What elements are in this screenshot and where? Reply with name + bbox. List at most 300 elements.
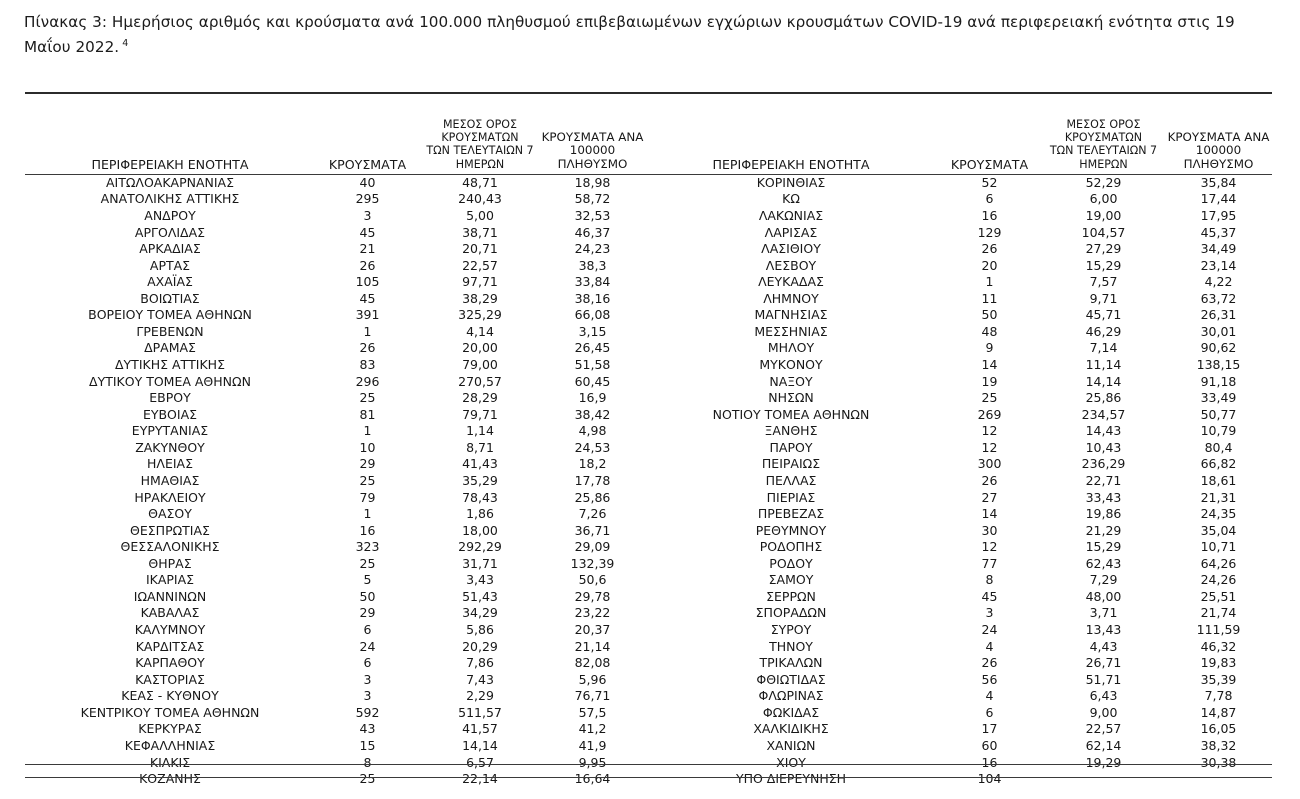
cell-cases: 3 (363, 688, 372, 704)
cell-cases: 3 (363, 671, 372, 687)
cell-per100k: 24,53 (574, 439, 611, 455)
header-row (25, 118, 645, 174)
cell-avg7: 41,57 (462, 721, 498, 737)
cell-regional-unit: ΚΕΝΤΡΙΚΟΥ ΤΟΜΕΑ ΑΘΗΝΩΝ (80, 704, 260, 720)
table-row (25, 721, 645, 738)
cell-per100k: 35,84 (1200, 174, 1237, 190)
cell-avg7: 20,71 (462, 241, 498, 257)
table-row (645, 655, 1272, 672)
cell-avg7: 4,14 (466, 323, 494, 339)
cell-regional-unit: ΚΕΡΚΥΡΑΣ (138, 721, 202, 737)
cell-regional-unit: ΚΟΡΙΝΘΙΑΣ (756, 174, 826, 190)
cell-cases: 79 (359, 489, 376, 505)
cell-regional-unit: ΤΡΙΚΑΛΩΝ (759, 655, 823, 671)
column-header-per100k-line1: ΚΡΟΥΣΜΑΤΑ ΑΝΑ 100000 (1167, 130, 1270, 158)
table-row (645, 191, 1272, 208)
cell-avg7: 9,00 (1089, 704, 1118, 720)
cell-regional-unit: ΗΡΑΚΛΕΙΟΥ (134, 489, 206, 505)
cell-per100k: 50,77 (1200, 406, 1237, 422)
column-header-avg7-line1: ΜΕΣΟΣ ΟΡΟΣ ΚΡΟΥΣΜΑΤΩΝ (441, 118, 519, 145)
cell-cases: 391 (355, 307, 380, 323)
table-row (25, 208, 645, 225)
cell-avg7: 15,29 (1085, 257, 1122, 273)
column-header-cases: ΚΡΟΥΣΜΑΤΑ (937, 118, 1042, 174)
cell-avg7: 7,14 (1089, 340, 1118, 356)
table-row (25, 490, 645, 507)
cell-per100k: 26,31 (1200, 307, 1237, 323)
cell-avg7: 19,00 (1085, 207, 1122, 223)
table-bottom-rule-1 (25, 764, 1272, 765)
cell-cases: 43 (359, 721, 376, 737)
column-header-avg7-line2: ΤΩΝ ΤΕΛΕΥΤΑΙΩΝ 7 ΗΜΕΡΩΝ (1049, 144, 1158, 171)
cell-cases: 129 (977, 224, 1002, 240)
cell-cases: 50 (981, 307, 998, 323)
cell-per100k: 82,08 (574, 655, 611, 671)
cell-regional-unit: ΣΑΜΟΥ (768, 572, 814, 588)
table-row (645, 390, 1272, 407)
cell-cases: 29 (359, 456, 376, 472)
cell-per100k: 18,2 (578, 456, 607, 472)
cell-avg7: 14,14 (1085, 373, 1122, 389)
cell-cases: 1 (985, 274, 994, 290)
cell-regional-unit: ΛΑΣΙΘΙΟΥ (761, 241, 821, 257)
cell-avg7: 6,43 (1089, 688, 1118, 704)
cell-per100k: 32,53 (574, 207, 611, 223)
cell-avg7: 7,43 (466, 671, 494, 687)
cell-cases: 269 (977, 406, 1002, 422)
cell-per100k (1165, 771, 1272, 788)
cell-avg7: 270,57 (458, 373, 502, 389)
cell-per100k: 51,58 (574, 357, 611, 372)
cell-regional-unit: ΚΑΣΤΟΡΙΑΣ (135, 671, 205, 687)
cell-per100k: 24,23 (574, 241, 611, 257)
table-row (25, 307, 645, 324)
cell-regional-unit: ΡΟΔΟΠΗΣ (759, 539, 823, 555)
cell-regional-unit: ΠΕΙΡΑΙΩΣ (761, 456, 821, 472)
table-row (645, 374, 1272, 391)
column-header-unit: ΠΕΡΙΦΕΡΕΙΑΚΗ ΕΝΟΤΗΤΑ (645, 118, 937, 174)
cell-avg7: 26,71 (1085, 655, 1122, 671)
cell-regional-unit: ΚΑΛΥΜΝΟΥ (134, 622, 206, 637)
cell-regional-unit: ΑΝΔΡΟΥ (144, 207, 196, 223)
cell-avg7: 234,57 (1081, 406, 1126, 422)
table-row (645, 440, 1272, 457)
cell-cases: 25 (359, 472, 376, 488)
cell-per100k: 26,45 (574, 340, 611, 356)
cell-regional-unit: ΑΡΚΑΔΙΑΣ (139, 241, 201, 257)
cell-per100k: 46,37 (574, 224, 611, 240)
cell-avg7: 11,14 (1085, 357, 1122, 372)
cell-per100k: 10,79 (1200, 423, 1237, 439)
cell-regional-unit: ΣΠΟΡΑΔΩΝ (755, 605, 827, 621)
table-row (645, 605, 1272, 622)
cell-per100k: 18,61 (1200, 472, 1237, 488)
table-row (25, 589, 645, 606)
cell-avg7: 25,86 (1085, 390, 1122, 406)
cell-avg7: 38,71 (462, 224, 498, 240)
cell-cases: 10 (359, 439, 376, 455)
table-row (25, 688, 645, 705)
cell-cases: 9 (985, 340, 994, 356)
cell-cases: 3 (363, 207, 372, 223)
cell-cases: 77 (981, 555, 998, 571)
cell-regional-unit: ΛΕΣΒΟΥ (765, 257, 817, 273)
table-row (25, 572, 645, 589)
cell-avg7: 1,14 (466, 423, 494, 439)
cell-cases: 30 (981, 522, 998, 538)
cell-avg7: 21,29 (1085, 522, 1122, 538)
cell-cases: 14 (981, 357, 998, 372)
cell-per100k: 132,39 (570, 555, 615, 571)
table-row (25, 539, 645, 556)
table-caption (24, 10, 1276, 60)
cell-cases: 1 (363, 323, 372, 339)
cell-regional-unit: ΣΥΡΟΥ (770, 622, 812, 637)
table-row (25, 622, 645, 639)
cell-regional-unit: ΡΟΔΟΥ (769, 555, 813, 571)
table-row (645, 324, 1272, 341)
cell-avg7: 104,57 (1081, 224, 1126, 240)
cell-avg7: 14,14 (462, 737, 498, 753)
table-bottom-rule-2 (25, 777, 1272, 778)
cell-per100k: 29,78 (574, 588, 611, 604)
cell-per100k: 45,37 (1200, 224, 1237, 240)
cell-per100k: 34,49 (1200, 241, 1237, 257)
cell-avg7: 41,43 (462, 456, 498, 472)
table-row (645, 241, 1272, 258)
regional-units-table-left (25, 118, 645, 788)
cell-per100k: 91,18 (1200, 373, 1237, 389)
cell-cases: 83 (359, 357, 376, 372)
cell-avg7: 7,86 (466, 655, 494, 671)
cell-regional-unit: ΦΩΚΙΔΑΣ (762, 704, 820, 720)
table-row (25, 324, 645, 341)
cell-per100k: 14,87 (1200, 704, 1237, 720)
cell-regional-unit: ΝΑΞΟΥ (769, 373, 813, 389)
cell-regional-unit: ΚΟΖΑΝΗΣ (139, 771, 201, 787)
cell-per100k: 23,14 (1200, 257, 1237, 273)
table-row (645, 738, 1272, 755)
cell-regional-unit: ΧΑΝΙΩΝ (766, 737, 816, 753)
cell-regional-unit: ΛΗΜΝΟΥ (763, 290, 819, 306)
cell-per100k: 17,44 (1200, 191, 1237, 207)
cell-cases: 3 (985, 605, 994, 621)
table-row (25, 556, 645, 573)
cell-avg7: 35,29 (462, 472, 498, 488)
cell-per100k: 111,59 (1196, 622, 1241, 637)
cell-regional-unit: ΚΕΦΑΛΛΗΝΙΑΣ (124, 737, 216, 753)
cell-avg7: 236,29 (1081, 456, 1126, 472)
cell-regional-unit: ΑΙΤΩΛΟΑΚΑΡΝΑΝΙΑΣ (105, 174, 235, 190)
cell-regional-unit: ΚΩ (782, 191, 800, 207)
table-row (645, 539, 1272, 556)
cell-per100k: 7,78 (1204, 688, 1233, 704)
cell-avg7: 34,29 (462, 605, 498, 621)
cell-per100k: 138,15 (1196, 357, 1241, 372)
cell-avg7: 7,57 (1089, 274, 1118, 290)
cell-per100k: 25,86 (574, 489, 611, 505)
table-row (25, 506, 645, 523)
table-row (25, 390, 645, 407)
cell-regional-unit: ΙΩΑΝΝΙΝΩΝ (133, 588, 207, 604)
cell-regional-unit: ΛΑΚΩΝΙΑΣ (758, 207, 824, 223)
cell-regional-unit: ΜΥΚΟΝΟΥ (759, 357, 823, 372)
cell-cases: 17 (981, 721, 998, 737)
table-row (645, 307, 1272, 324)
table-row (645, 423, 1272, 440)
cell-regional-unit: ΒΟΙΩΤΙΑΣ (140, 290, 200, 306)
table-row (25, 423, 645, 440)
table-row (25, 473, 645, 490)
cell-avg7: 22,57 (462, 257, 498, 273)
table-row (645, 506, 1272, 523)
cell-per100k: 25,51 (1200, 588, 1237, 604)
cell-per100k: 50,6 (578, 572, 607, 588)
column-header-per100k-line1: ΚΡΟΥΣΜΑΤΑ ΑΝΑ 100000 (541, 130, 644, 158)
cell-avg7: 51,71 (1085, 671, 1122, 687)
cell-regional-unit: ΧΙΟΥ (776, 754, 806, 770)
column-header-per100k-line2: ΠΛΗΘΥΣΜΟ (557, 156, 628, 171)
table-row (645, 572, 1272, 589)
column-header-avg7-line2: ΤΩΝ ΤΕΛΕΥΤΑΙΩΝ 7 ΗΜΕΡΩΝ (426, 144, 534, 171)
table-row (25, 340, 645, 357)
cell-cases: 26 (981, 241, 998, 257)
cell-regional-unit: ΑΡΓΟΛΙΔΑΣ (134, 224, 206, 240)
cell-avg7: 5,00 (466, 207, 494, 223)
cell-avg7: 27,29 (1085, 241, 1122, 257)
cell-cases: 45 (359, 224, 376, 240)
cell-per100k: 21,14 (574, 638, 611, 654)
cell-per100k: 16,64 (574, 771, 611, 787)
cell-avg7: 79,00 (462, 357, 498, 372)
cell-avg7: 3,43 (466, 572, 494, 588)
cell-per100k: 16,05 (1200, 721, 1237, 737)
cell-regional-unit: ΕΥΒΟΙΑΣ (142, 406, 198, 422)
cell-avg7: 38,29 (462, 290, 498, 306)
cell-cases: 56 (981, 671, 998, 687)
cell-cases: 48 (981, 323, 998, 339)
table-row (25, 705, 645, 722)
cell-avg7: 52,29 (1085, 174, 1122, 190)
cell-cases: 45 (359, 290, 376, 306)
table-row (25, 407, 645, 424)
table-row (25, 771, 645, 788)
table-row (25, 225, 645, 242)
cell-per100k: 16,9 (578, 390, 607, 406)
table-row (645, 473, 1272, 490)
cell-avg7: 511,57 (458, 704, 502, 720)
table-row (25, 523, 645, 540)
cell-cases: 25 (359, 390, 376, 406)
table-row (25, 605, 645, 622)
cell-avg7: 1,86 (466, 506, 494, 522)
table-row (25, 374, 645, 391)
table-row (645, 721, 1272, 738)
cell-avg7: 3,71 (1089, 605, 1118, 621)
cell-avg7: 62,14 (1085, 737, 1122, 753)
cell-regional-unit: ΦΛΩΡΙΝΑΣ (758, 688, 824, 704)
column-header-per100k (1165, 118, 1272, 174)
cell-cases: 24 (981, 622, 998, 637)
cell-regional-unit: ΠΙΕΡΙΑΣ (766, 489, 816, 505)
table-row (645, 688, 1272, 705)
cell-avg7: 6,00 (1089, 191, 1118, 207)
cell-regional-unit: ΡΕΘΥΜΝΟΥ (755, 522, 827, 538)
column-header-avg7-line1: ΜΕΣΟΣ ΟΡΟΣ ΚΡΟΥΣΜΑΤΩΝ (1064, 118, 1143, 145)
table-header-left (25, 118, 645, 174)
cell-avg7: 48,00 (1085, 588, 1122, 604)
cell-cases: 29 (359, 605, 376, 621)
cell-cases: 6 (985, 191, 994, 207)
table-body-left (25, 174, 645, 787)
cell-regional-unit: ΔΡΑΜΑΣ (144, 340, 196, 356)
table-row (25, 672, 645, 689)
cell-regional-unit: ΚΑΒΑΛΑΣ (140, 605, 200, 621)
cell-regional-unit: ΝΟΤΙΟΥ ΤΟΜΕΑ ΑΘΗΝΩΝ (712, 406, 870, 422)
cell-regional-unit: ΗΜΑΘΙΑΣ (140, 472, 200, 488)
table-row (25, 258, 645, 275)
table-row (25, 291, 645, 308)
cell-per100k: 9,95 (578, 754, 607, 770)
cell-avg7: 62,43 (1085, 555, 1122, 571)
cell-avg7: 22,71 (1085, 472, 1122, 488)
table-row (25, 191, 645, 208)
cell-avg7: 325,29 (458, 307, 502, 323)
cell-cases: 105 (355, 274, 380, 290)
cell-avg7: 19,86 (1085, 506, 1122, 522)
cell-avg7: 2,29 (466, 688, 494, 704)
table-row (25, 440, 645, 457)
cell-cases: 6 (363, 622, 372, 637)
table-row (25, 738, 645, 755)
cell-per100k: 66,82 (1200, 456, 1237, 472)
cell-cases: 15 (359, 737, 376, 753)
cell-cases: 26 (981, 655, 998, 671)
cell-regional-unit: ΞΑΝΘΗΣ (764, 423, 818, 439)
tables-container (25, 118, 1272, 788)
cell-regional-unit: ΓΡΕΒΕΝΩΝ (136, 323, 204, 339)
cell-cases: 81 (359, 406, 376, 422)
cell-regional-unit: ΚΑΡΔΙΤΣΑΣ (135, 638, 205, 654)
cell-avg7: 19,29 (1085, 754, 1122, 770)
cell-per100k: 17,95 (1200, 207, 1237, 223)
cell-cases: 16 (981, 207, 998, 223)
cell-cases: 26 (981, 472, 998, 488)
cell-regional-unit: ΔΥΤΙΚΗΣ ΑΤΤΙΚΗΣ (115, 357, 225, 372)
cell-per100k: 30,01 (1200, 323, 1237, 339)
cell-avg7: 97,71 (462, 274, 498, 290)
cell-regional-unit: ΦΘΙΩΤΙΔΑΣ (756, 671, 826, 687)
cell-avg7: 31,71 (462, 555, 498, 571)
cell-cases: 1 (363, 423, 372, 439)
cell-cases: 300 (977, 456, 1002, 472)
cell-cases: 12 (981, 439, 998, 455)
cell-per100k: 66,08 (574, 307, 611, 323)
cell-avg7: 45,71 (1085, 307, 1122, 323)
cell-avg7: 18,00 (462, 522, 498, 538)
table-row (645, 456, 1272, 473)
cell-avg7: 20,00 (462, 340, 498, 356)
cell-avg7: 33,43 (1085, 489, 1122, 505)
table-row (645, 523, 1272, 540)
cell-cases: 8 (363, 754, 372, 770)
cell-per100k: 41,2 (578, 721, 607, 737)
cell-cases: 14 (981, 506, 998, 522)
cell-regional-unit: ΣΕΡΡΩΝ (766, 588, 816, 604)
cell-regional-unit: ΜΗΛΟΥ (767, 340, 815, 356)
cell-per100k: 29,09 (574, 539, 611, 555)
cell-cases: 12 (981, 539, 998, 555)
cell-regional-unit: ΘΗΡΑΣ (148, 555, 192, 571)
cell-regional-unit: ΙΚΑΡΙΑΣ (145, 572, 195, 588)
cell-per100k: 5,96 (578, 671, 607, 687)
cell-avg7: 22,14 (462, 771, 498, 787)
column-header-cases: ΚΡΟΥΣΜΑΤΑ (315, 118, 420, 174)
cell-per100k: 35,39 (1200, 671, 1237, 687)
cell-cases: 16 (981, 754, 998, 770)
regional-units-table-right (645, 118, 1272, 788)
cell-per100k: 24,35 (1200, 506, 1237, 522)
cell-cases: 4 (985, 688, 994, 704)
table-row (645, 771, 1272, 788)
column-header-unit: ΠΕΡΙΦΕΡΕΙΑΚΗ ΕΝΟΤΗΤΑ (25, 118, 315, 174)
cell-avg7: 28,29 (462, 390, 498, 406)
cell-avg7: 15,29 (1085, 539, 1122, 555)
cell-avg7: 46,29 (1085, 323, 1122, 339)
table-row (25, 357, 645, 374)
cell-per100k: 24,26 (1200, 572, 1237, 588)
cell-regional-unit: ΜΑΓΝΗΣΙΑΣ (754, 307, 828, 323)
cell-per100k: 64,26 (1200, 555, 1237, 571)
cell-per100k: 76,71 (574, 688, 611, 704)
cell-avg7: 78,43 (462, 489, 498, 505)
cell-regional-unit: ΛΑΡΙΣΑΣ (764, 224, 818, 240)
cell-cases: 4 (985, 638, 994, 654)
cell-per100k: 4,98 (578, 423, 607, 439)
cell-avg7: 13,43 (1085, 622, 1122, 637)
cell-per100k: 38,42 (574, 406, 611, 422)
cell-regional-unit: ΜΕΣΣΗΝΙΑΣ (754, 323, 828, 339)
table-row (25, 655, 645, 672)
cell-cases: 295 (355, 191, 380, 207)
header-row (645, 118, 1272, 174)
cell-regional-unit: ΒΟΡΕΙΟΥ ΤΟΜΕΑ ΑΘΗΝΩΝ (88, 307, 252, 323)
caption-text: Πίνακας 3: Ημερήσιος αριθμός και κρούσματα ανά 100.000 πληθυσμού επιβεβαιωμένων εγχώριων κρουσμάτων COVID-19 ανά περιφερειακή ενότητα στις 19 Μαΐου 2022. (24, 13, 1235, 56)
cell-regional-unit: ΚΑΡΠΑΘΟΥ (135, 655, 205, 671)
table-header-right (645, 118, 1272, 174)
cell-per100k: 21,31 (1200, 489, 1237, 505)
cell-cases: 12 (981, 423, 998, 439)
cell-per100k: 33,84 (574, 274, 611, 290)
cell-regional-unit: ΕΥΡΥΤΑΝΙΑΣ (131, 423, 209, 439)
cell-regional-unit: ΠΡΕΒΕΖΑΣ (757, 506, 825, 522)
cell-cases: 52 (981, 174, 998, 190)
cell-cases: 5 (363, 572, 372, 588)
cell-per100k: 60,45 (574, 373, 611, 389)
cell-per100k: 19,83 (1200, 655, 1237, 671)
table-row (645, 291, 1272, 308)
cell-avg7: 48,71 (462, 174, 498, 190)
column-header-avg7 (420, 118, 540, 174)
cell-per100k: 38,32 (1200, 737, 1237, 753)
cell-regional-unit: ΘΕΣΠΡΩΤΙΑΣ (130, 522, 210, 538)
cell-per100k: 46,32 (1200, 638, 1237, 654)
cell-cases: 592 (355, 704, 380, 720)
cell-avg7: 51,43 (462, 588, 498, 604)
cell-cases: 40 (359, 174, 376, 190)
cell-per100k: 38,3 (578, 257, 607, 273)
table-row (645, 357, 1272, 374)
